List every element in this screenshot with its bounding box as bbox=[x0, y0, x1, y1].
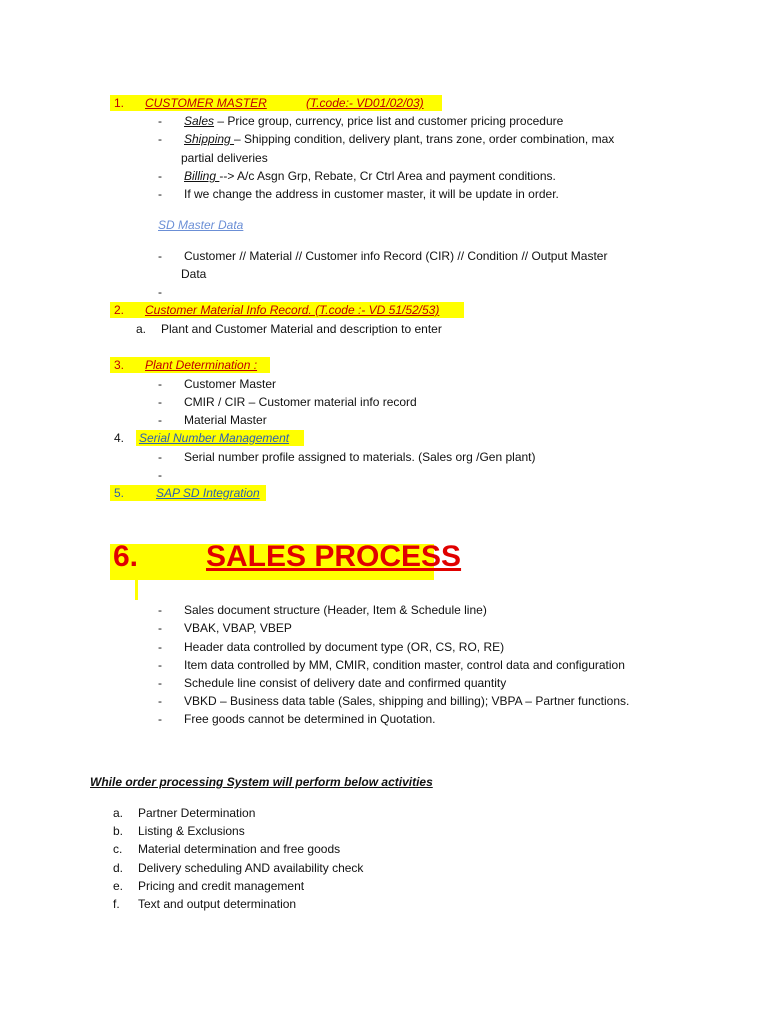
section-6-number: 6. bbox=[113, 540, 139, 573]
order-processing-heading: While order processing System will perform below activities bbox=[90, 775, 433, 789]
bullet-dash: - bbox=[158, 450, 162, 464]
section-5-title[interactable]: SAP SD Integration bbox=[156, 486, 260, 500]
sd-master-line: Data bbox=[181, 267, 207, 281]
list-item: Material Master bbox=[184, 413, 267, 427]
item-text: – Shipping condition, delivery plant, trans zone, order combination, max bbox=[234, 132, 615, 146]
sd-master-data-link[interactable]: SD Master Data bbox=[158, 218, 244, 232]
bullet-dash: - bbox=[158, 676, 162, 690]
bullet-dash: - bbox=[158, 187, 162, 201]
bullet-dash: - bbox=[158, 468, 162, 482]
list-item-continuation: partial deliveries bbox=[181, 151, 268, 165]
bullet-dash: - bbox=[158, 285, 162, 299]
order-letter: e. bbox=[113, 879, 124, 893]
order-letter: a. bbox=[113, 806, 124, 820]
bullet-dash: - bbox=[158, 621, 162, 635]
bullet-dash: - bbox=[158, 395, 162, 409]
section-4-number: 4. bbox=[114, 431, 125, 445]
section-3-number: 3. bbox=[114, 358, 125, 372]
section-1-title: CUSTOMER MASTER bbox=[145, 96, 267, 110]
item-text: – Price group, currency, price list and customer pricing procedure bbox=[214, 114, 564, 128]
list-item: Free goods cannot be determined in Quotation. bbox=[184, 712, 436, 726]
sub-item: Plant and Customer Material and description to enter bbox=[161, 322, 442, 336]
bullet-dash: - bbox=[158, 114, 162, 128]
list-item: If we change the address in customer master, it will be update in order. bbox=[184, 187, 559, 201]
list-item: Customer Master bbox=[184, 377, 277, 391]
list-item: Schedule line consist of delivery date and confirmed quantity bbox=[184, 676, 507, 690]
order-letter: c. bbox=[113, 842, 123, 856]
list-item bbox=[184, 132, 614, 146]
list-item bbox=[184, 169, 556, 183]
list-item bbox=[184, 114, 563, 128]
order-letter: b. bbox=[113, 824, 124, 838]
section-1-number: 1. bbox=[114, 96, 125, 110]
item-text: --> A/c Asgn Grp, Rebate, Cr Ctrl Area and payment conditions. bbox=[219, 169, 556, 183]
section-1-tcode: (T.code:- VD01/02/03) bbox=[306, 96, 424, 110]
list-item: Sales document structure (Header, Item & Schedule line) bbox=[184, 603, 487, 617]
bullet-dash: - bbox=[158, 377, 162, 391]
list-item: Item data controlled by MM, CMIR, condition master, control data and configuration bbox=[184, 658, 625, 672]
list-item: Header data controlled by document type (OR, CS, RO, RE) bbox=[184, 640, 505, 654]
list-item: Serial number profile assigned to materials. (Sales org /Gen plant) bbox=[184, 450, 536, 464]
bullet-dash: - bbox=[158, 658, 162, 672]
item-key: Sales bbox=[184, 114, 215, 128]
order-item: Delivery scheduling AND availability check bbox=[138, 861, 364, 875]
section-2-number: 2. bbox=[114, 303, 125, 317]
order-letter: f. bbox=[113, 897, 120, 911]
item-key: Shipping bbox=[184, 132, 235, 146]
section-5-number: 5. bbox=[114, 486, 125, 500]
order-item: Pricing and credit management bbox=[138, 879, 305, 893]
section-4-title[interactable]: Serial Number Management bbox=[139, 431, 290, 445]
bullet-dash: - bbox=[158, 694, 162, 708]
bullet-dash: - bbox=[158, 603, 162, 617]
highlight-cursor bbox=[135, 580, 138, 600]
bullet-dash: - bbox=[158, 132, 162, 146]
order-item: Text and output determination bbox=[138, 897, 297, 911]
list-item: CMIR / CIR – Customer material info record bbox=[184, 395, 417, 409]
bullet-dash: - bbox=[158, 169, 162, 183]
section-6-title: SALES PROCESS bbox=[206, 540, 462, 573]
list-item: VBKD – Business data table (Sales, shipping and billing); VBPA – Partner functions. bbox=[184, 694, 630, 708]
section-2-title: Customer Material Info Record. (T.code :- VD 51/52/53) bbox=[145, 303, 440, 317]
list-item: VBAK, VBAP, VBEP bbox=[184, 621, 292, 635]
sd-master-line: Customer // Material // Customer info Record (CIR) // Condition // Output Master bbox=[184, 249, 608, 263]
item-key: Billing bbox=[184, 169, 220, 183]
bullet-dash: - bbox=[158, 413, 162, 427]
bullet-dash: - bbox=[158, 249, 162, 263]
order-item: Partner Determination bbox=[138, 806, 256, 820]
order-item: Material determination and free goods bbox=[138, 842, 341, 856]
bullet-dash: - bbox=[158, 712, 162, 726]
sub-letter: a. bbox=[136, 322, 147, 336]
order-item: Listing & Exclusions bbox=[138, 824, 245, 838]
order-letter: d. bbox=[113, 861, 124, 875]
section-3-title: Plant Determination : bbox=[145, 358, 258, 372]
bullet-dash: - bbox=[158, 640, 162, 654]
